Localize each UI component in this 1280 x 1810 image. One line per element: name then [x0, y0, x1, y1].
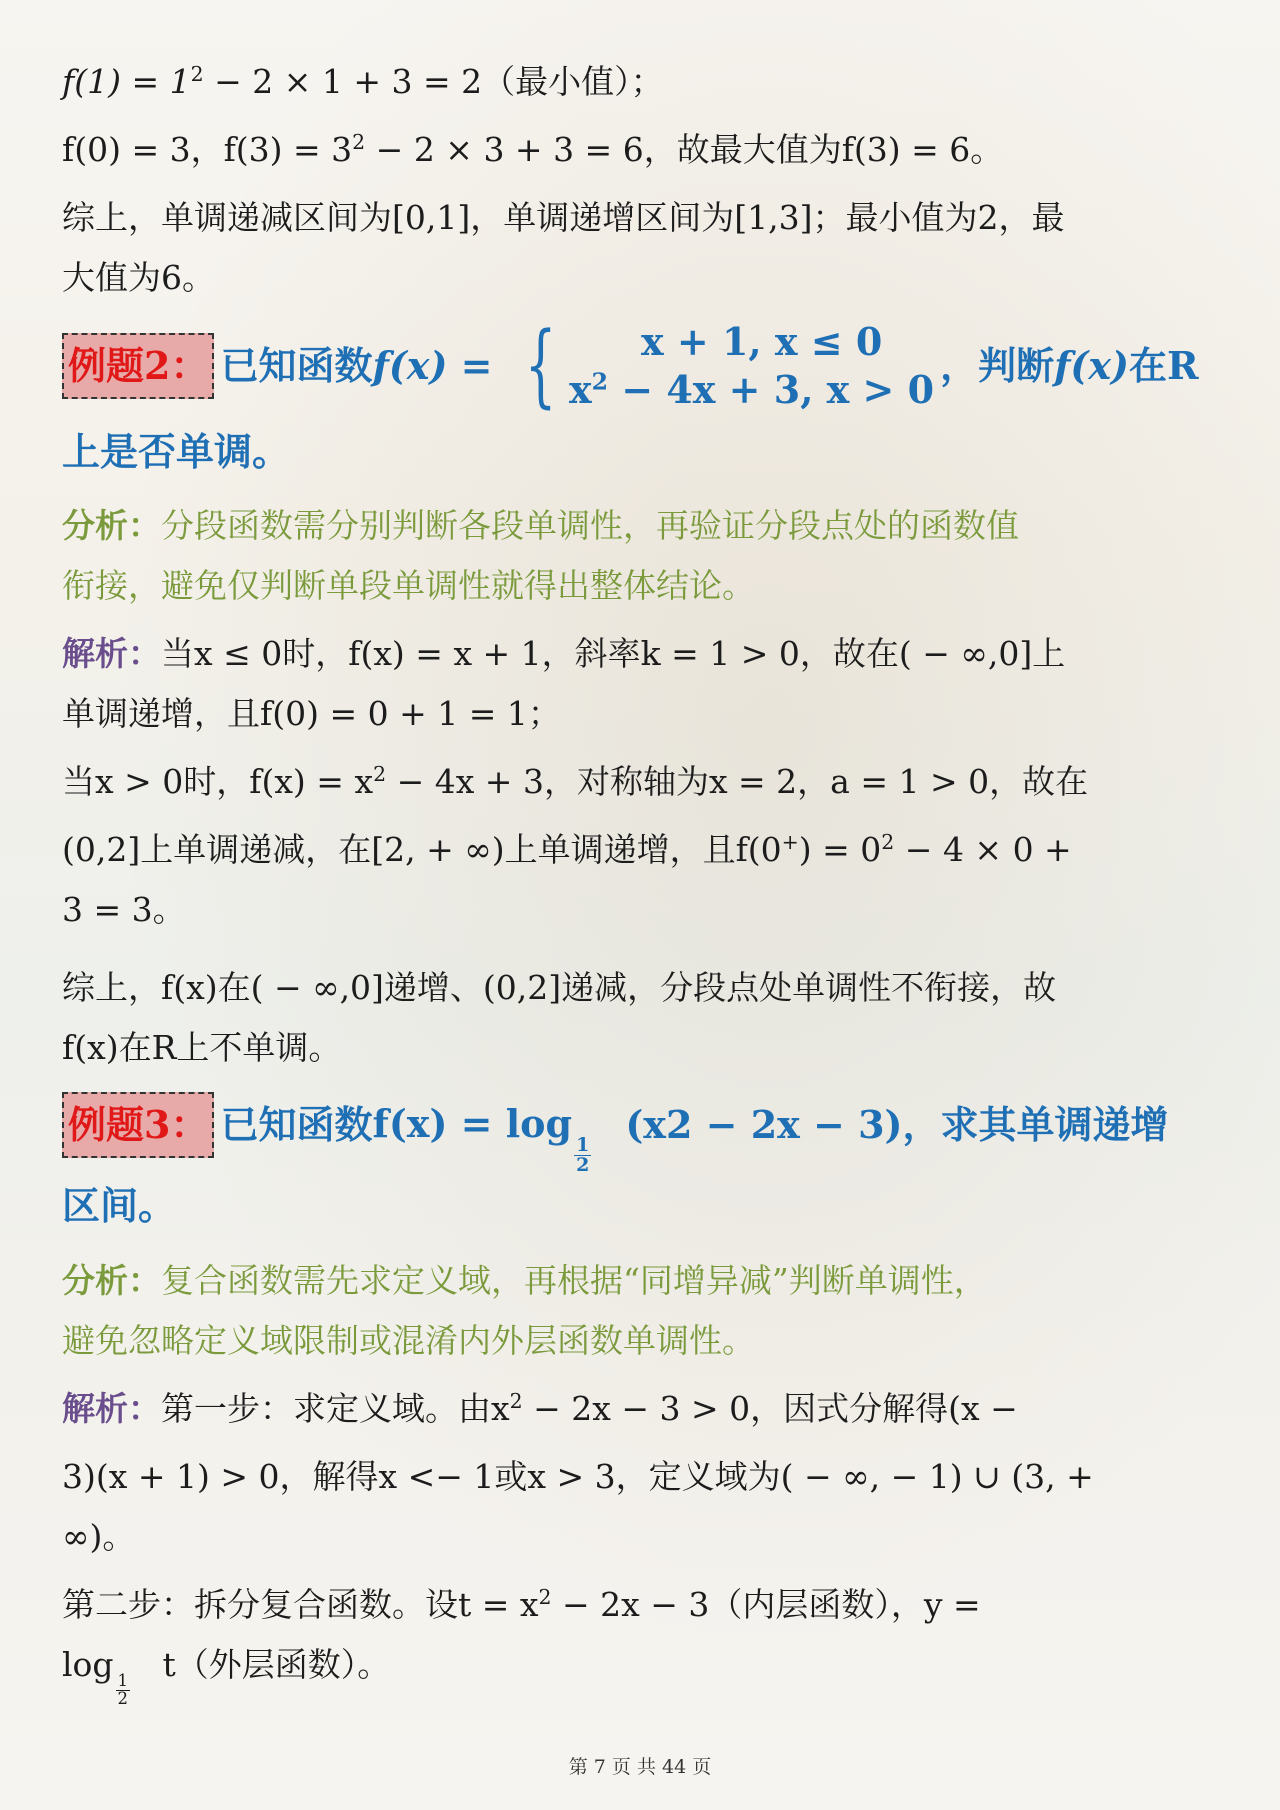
text-line: ∞)。	[62, 1517, 136, 1556]
text-line: 3)(x + 1) > 0，解得x <− 1或x > 3，定义域为( − ∞, − 1) ∪ (3, +	[62, 1457, 1094, 1496]
page-content	[62, 52, 1222, 1708]
example-3-question: 例题3： 已知函数 f(x) = log $\frac{1}{2}$ (x 2 − 2x − 3)，求其单调递增	[62, 1088, 1222, 1161]
text-line: 当x > 0时，$f(x) = x^2 - 4x + 3$，对称轴为x = 2，a = 1 > 0，故在	[62, 762, 1089, 801]
example-2-question: 例题2： 已知函数 f(x) = { x + 1, x ≤ 0 $x^2 - 4x + 3$, x > 0 ，判断 f(x) 在R	[62, 318, 1222, 414]
log-base-half: f(x) = log $\frac{1}{2}$	[372, 1101, 590, 1176]
text-line: 综上，f(x)在( − ∞,0]递增、(0,2]递减，分段点处单调性不衔接，故	[62, 968, 1057, 1007]
page-footer: 第 7 页 共 44 页	[568, 1756, 712, 1778]
text-line: f(x)在R上不单调。	[62, 1028, 342, 1067]
text-line: 3 = 3。	[62, 890, 186, 929]
example-3-analysis-cont: 避免忽略定义域限制或混淆内外层函数单调性。	[62, 1321, 755, 1360]
example-3-analysis: 分析：复合函数需先求定义域，再根据“同增异减”判断单调性，	[62, 1261, 987, 1300]
text-line: f(0) = 3，$f(3) = 3^2 - 2 \times 3 + 3 = 6$，故最大值为f(3) = 6。	[62, 130, 1004, 169]
text-line: log $\frac{1}{2}$ t（外层函数）。	[62, 1645, 391, 1708]
text-line: 单调递增，且f(0) = 0 + 1 = 1；	[62, 694, 561, 733]
example-2-analysis: 分析：分段函数需分别判断各段单调性，再验证分段点处的函数值	[62, 506, 1019, 545]
example-2-question-cont: 上是否单调。	[62, 429, 291, 474]
text-line: 综上，单调递减区间为[0,1]，单调递增区间为[1,3]；最小值为2，最	[62, 198, 1065, 237]
text-line: $f(1) = 1^2 - 2 \times 1 + 3 = 2$（最小值）；	[62, 62, 664, 101]
example-2-tag: 例题2：	[62, 333, 214, 399]
example-3-solution: 解析：第一步：求定义域。由$x^2 - 2x - 3 > 0$，因式分解得(x −	[62, 1389, 1018, 1428]
text-line: (0,2]上单调递减，在[2, + ∞)上单调递增，且$f(0^+) = 0^2 - 4 \times 0$ +	[62, 830, 1072, 869]
example-3-question-cont: 区间。	[62, 1183, 177, 1228]
example-2-analysis-cont: 衔接，避免仅判断单段单调性就得出整体结论。	[62, 566, 755, 605]
text-line: 第二步：拆分复合函数。设$t = x^2 - 2x - 3$（内层函数），y =	[62, 1585, 981, 1624]
piecewise-function: { x + 1, x ≤ 0 $x^2 - 4x + 3$, x > 0	[524, 313, 935, 418]
example-2-solution: 解析：当x ≤ 0时，f(x) = x + 1，斜率k = 1 > 0，故在( − ∞,0]上	[62, 634, 1066, 673]
example-3-tag: 例题3：	[62, 1092, 214, 1158]
text-line: 大值为6。	[62, 258, 215, 297]
